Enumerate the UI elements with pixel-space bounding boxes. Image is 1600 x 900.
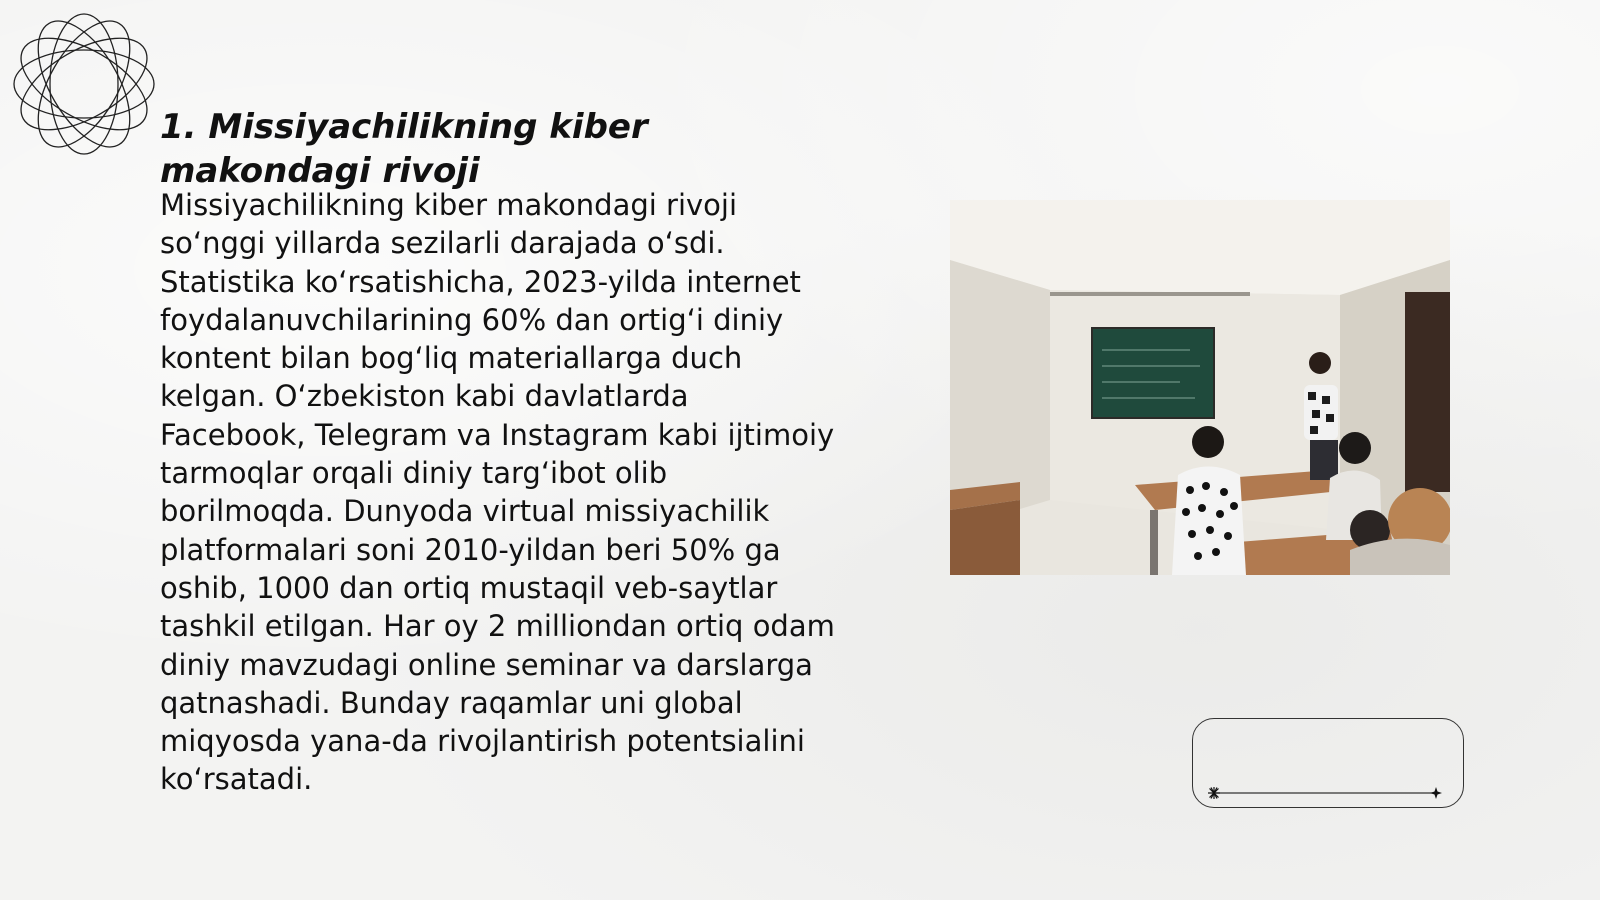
ornament-icon [10, 10, 158, 158]
starburst-icon [1208, 787, 1220, 799]
sparkle-icon [1430, 787, 1442, 799]
slide-title: 1. Missiyachilikning kiber makondagi rivoji [160, 107, 648, 191]
slide-body-text: Missiyachilikning kiber makondagi rivoji so‘nggi yillarda sezilarli darajada o‘sdi. Statistika ko‘rsatishicha, 2023-yilda internet foydalanuvchilarining 60% dan ortig‘i diniy kontent bilan bog‘liq materiallarga duch kelgan. O‘zbekiston kabi davlatlarda Facebook, Telegram va Instagram kabi ijtimoiy tarmoqlar orqali diniy targ‘ibot olib borilmoqda. Dunyoda virtual missiyachilik platformalari soni 2010-yildan beri 50% ga oshib, 1000 dan ortiq mustaqil veb-saytlar tashkil etilgan. Har oy 2 milliondan ortiq odam diniy mavzudagi online seminar va darslarga qatnashadi. Bunday raqamlar uni global miqyosda yana-da rivojlantirish potentsialini ko‘rsatadi. [160, 188, 835, 797]
classroom-photo [950, 200, 1450, 575]
decorative-line [1208, 787, 1444, 799]
